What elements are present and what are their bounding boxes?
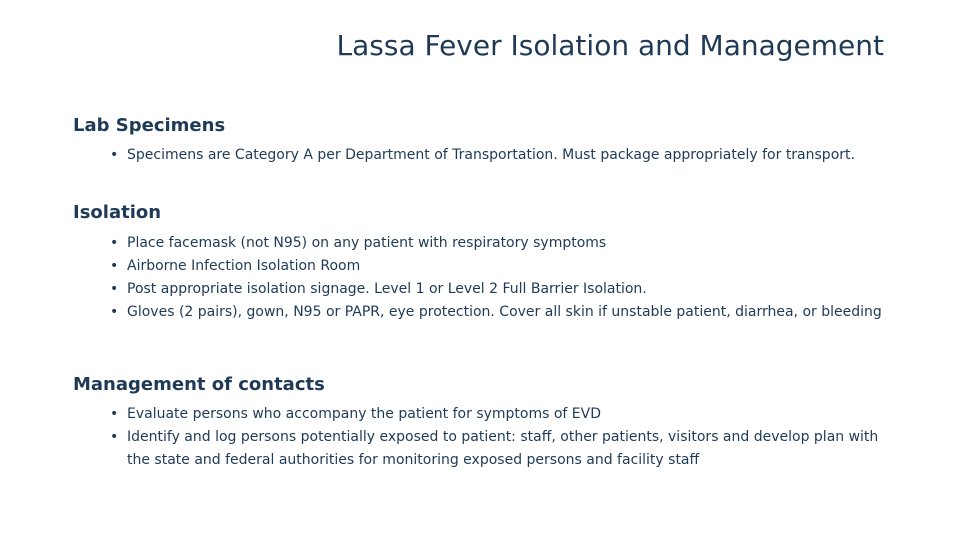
list-item: • Evaluate persons who accompany the patient for symptoms of EVD (110, 403, 900, 426)
section-heading-isolation: Isolation (73, 202, 162, 223)
list-item: • Post appropriate isolation signage. Level 1 or Level 2 Full Barrier Isolation. (110, 278, 900, 301)
section-heading-management-of-contacts: Management of contacts (73, 374, 325, 395)
section-heading-lab-specimens: Lab Specimens (73, 115, 226, 136)
bullet-list-lab-specimens (110, 144, 870, 167)
list-item: • Identify and log persons potentially exposed to patient: staff, other patients, visitors and develop plan with the state and federal authorities for monitoring exposed persons and facility staff (110, 426, 900, 472)
list-item: • Specimens are Category A per Department of Transportation. Must package appropriately for transport. (110, 144, 870, 167)
list-item: • Gloves (2 pairs), gown, N95 or PAPR, eye protection. Cover all skin if unstable patient, diarrhea, or bleeding (110, 301, 900, 324)
bullet-list-isolation (110, 232, 900, 324)
slide-title: Lassa Fever Isolation and Management (336, 29, 884, 62)
list-item: • Airborne Infection Isolation Room (110, 255, 900, 278)
bullet-list-management-of-contacts (110, 403, 900, 472)
list-item: • Place facemask (not N95) on any patient with respiratory symptoms (110, 232, 900, 255)
